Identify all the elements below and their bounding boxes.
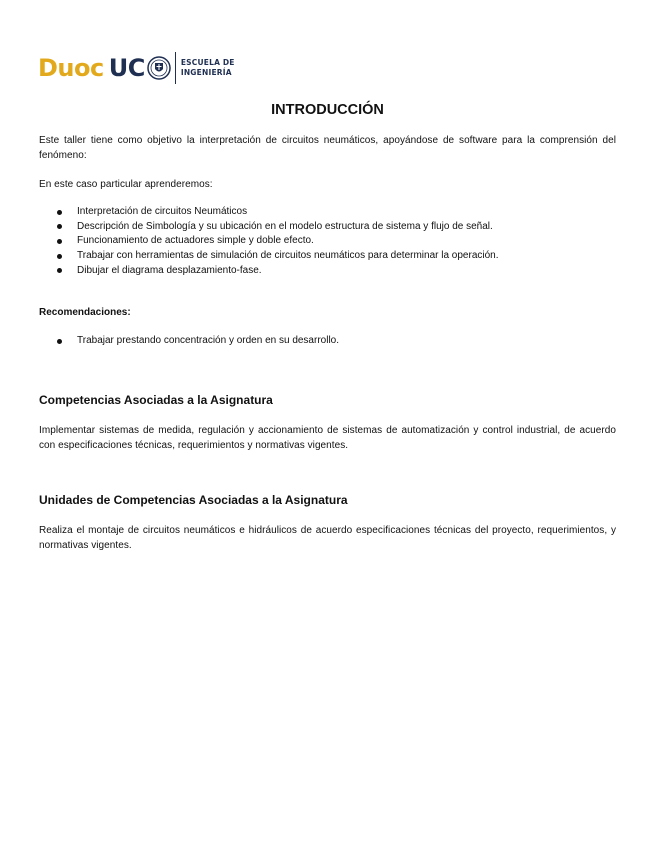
recommendations-label: Recomendaciones: xyxy=(39,307,131,318)
logo-school-line2: INGENIERÍA xyxy=(180,68,232,77)
competencies-text: Implementar sistemas de medida, regulación y accionamiento de sistemas de automatización y control industrial, de acuerdo con especificaciones técnicas, requerimientos y normativas vigentes. xyxy=(39,425,616,451)
duoc-uc-logo xyxy=(38,50,235,86)
university-seal-icon xyxy=(147,56,171,80)
logo-divider xyxy=(175,52,176,84)
logo-school-name xyxy=(181,58,235,78)
learn-intro: En este caso particular aprenderemos: xyxy=(39,179,213,190)
list-item: Interpretación de circuitos Neumáticos xyxy=(39,205,619,220)
list-item: Trabajar prestando concentración y orden en su desarrollo. xyxy=(39,334,619,349)
recommendations-list xyxy=(39,334,619,349)
learn-list xyxy=(39,205,619,279)
list-item: Trabajar con herramientas de simulación de circuitos neumáticos para determinar la operación. xyxy=(39,249,619,264)
intro-paragraph: Este taller tiene como objetivo la interpretación de circuitos neumáticos, apoyándose de software para la comprensión del fenómeno: xyxy=(39,135,616,161)
competencies-heading: Competencias Asociadas a la Asignatura xyxy=(39,393,273,407)
list-item: Descripción de Simbología y su ubicación en el modelo estructura de sistema y flujo de señal. xyxy=(39,220,619,235)
units-text: Realiza el montaje de circuitos neumáticos e hidráulicos de acuerdo especificaciones técnicas del proyecto, requerimientos, y normativas vigentes. xyxy=(39,525,616,551)
list-item: Dibujar el diagrama desplazamiento-fase. xyxy=(39,264,619,279)
list-item: Funcionamiento de actuadores simple y doble efecto. xyxy=(39,234,619,249)
logo-brand-uc: UC xyxy=(108,54,145,82)
page-title: INTRODUCCIÓN xyxy=(271,102,384,118)
logo-brand-duoc: Duoc xyxy=(38,54,104,82)
logo-school-line1: ESCUELA DE xyxy=(180,58,235,67)
units-heading: Unidades de Competencias Asociadas a la Asignatura xyxy=(39,493,348,507)
